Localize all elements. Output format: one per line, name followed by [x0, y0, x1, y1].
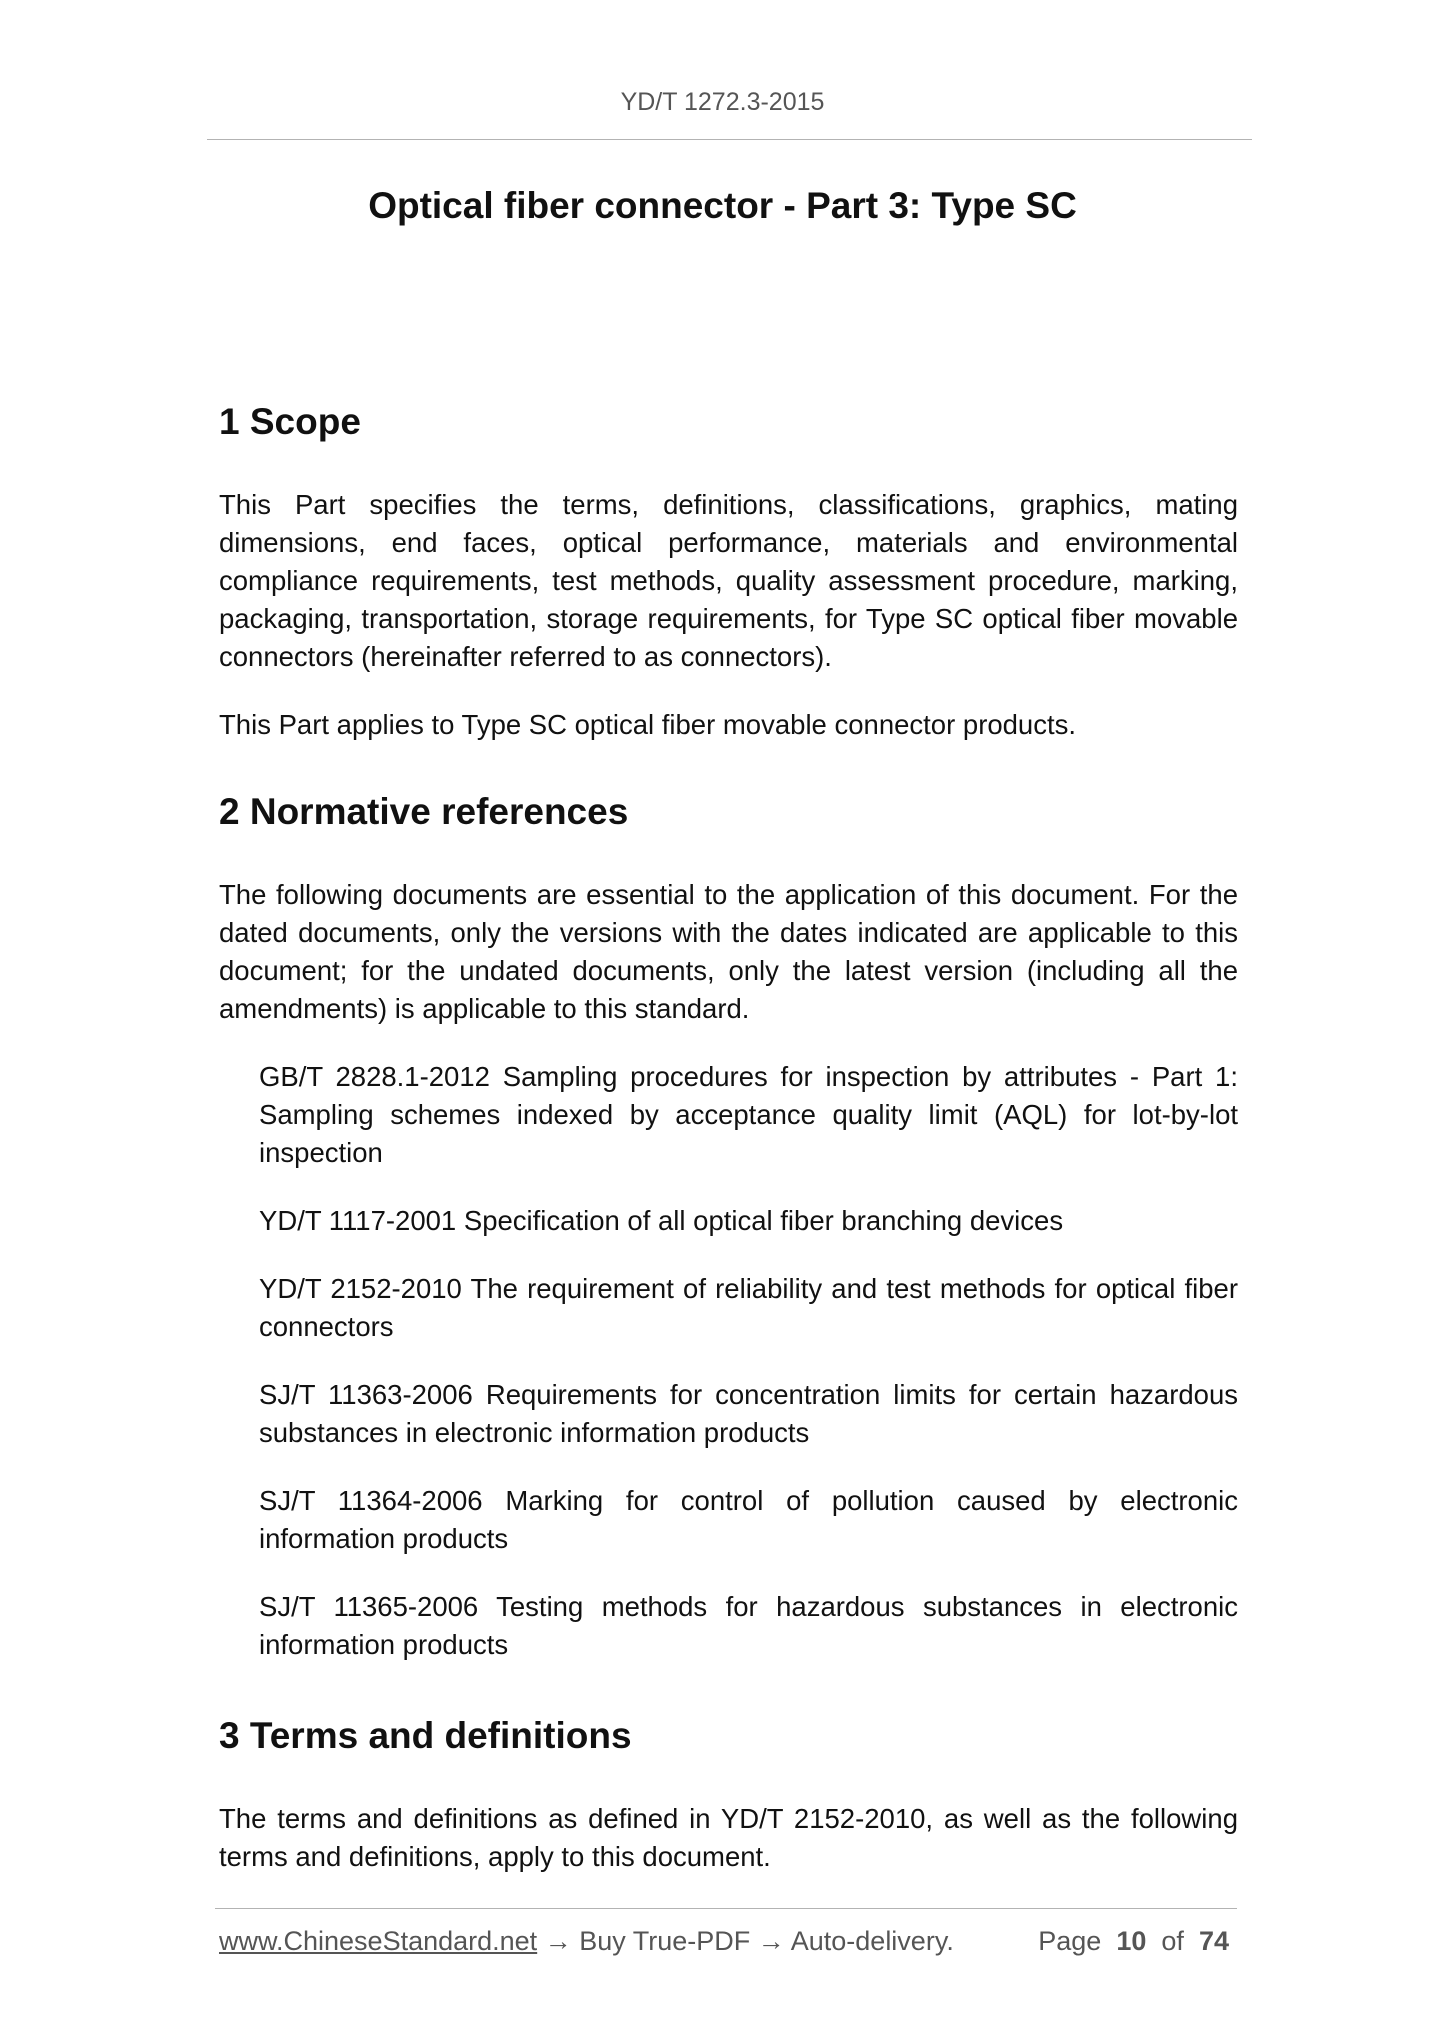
- header-document-code: YD/T 1272.3-2015: [620, 88, 825, 116]
- page-footer: [219, 1926, 1229, 1957]
- reference-item: SJ/T 11364-2006 Marking for control of pollution caused by electronic information products: [259, 1485, 1238, 1554]
- footer-divider: [215, 1908, 1237, 1909]
- page-number: 10: [1116, 1926, 1147, 1956]
- section-heading-normative-references: 2 Normative references: [219, 791, 629, 832]
- reference-list: [219, 1058, 1238, 1664]
- scope-paragraph-1: This Part specifies the terms, definitions, classifications, graphics, mating dimensions, end faces, optical performance, materials and environmental compliance requirements, test methods, quality assessment procedure, marking, packaging, transportation, storage requirements, for Type SC optical fiber movable connectors (hereinafter referred to as connectors).: [219, 489, 1238, 672]
- reference-item: SJ/T 11363-2006 Requirements for concentration limits for certain hazardous substances in electronic information products: [259, 1379, 1238, 1448]
- reference-item: GB/T 2828.1-2012 Sampling procedures for inspection by attributes - Part 1: Sampling schemes indexed by acceptance quality limit (AQL) for lot-by-lot inspection: [259, 1061, 1238, 1168]
- reference-item: SJ/T 11365-2006 Testing methods for hazardous substances in electronic information products: [259, 1591, 1238, 1660]
- page-indicator: [1038, 1926, 1229, 1957]
- page-label: Page: [1038, 1926, 1102, 1956]
- section-heading-terms-definitions: 3 Terms and definitions: [219, 1715, 632, 1756]
- section-heading-scope: 1 Scope: [219, 401, 361, 442]
- document-title: Optical fiber connector - Part 3: Type SC: [368, 185, 1077, 226]
- footer-tagline: → Buy True-PDF → Auto-delivery.: [537, 1926, 954, 1956]
- header-divider: [207, 139, 1252, 140]
- scope-paragraph-2: This Part applies to Type SC optical fiber movable connector products.: [219, 709, 1077, 740]
- document-body: [219, 398, 1238, 1906]
- reference-item: YD/T 2152-2010 The requirement of reliability and test methods for optical fiber connectors: [259, 1273, 1238, 1342]
- normative-intro-paragraph: The following documents are essential to the application of this document. For the dated documents, only the versions with the dates indicated are applicable to this document; for the undated documents, only the latest version (including all the amendments) is applicable to this standard.: [219, 879, 1238, 1024]
- reference-item: YD/T 1117-2001 Specification of all optical fiber branching devices: [259, 1205, 1064, 1236]
- footer-promo: [219, 1926, 954, 1957]
- of-label: of: [1161, 1926, 1184, 1956]
- chinesestandard-link[interactable]: www.ChineseStandard.net: [219, 1926, 538, 1956]
- total-pages: 74: [1198, 1926, 1229, 1956]
- terms-paragraph: The terms and definitions as defined in YD/T 2152-2010, as well as the following terms and definitions, apply to this document.: [219, 1803, 1238, 1872]
